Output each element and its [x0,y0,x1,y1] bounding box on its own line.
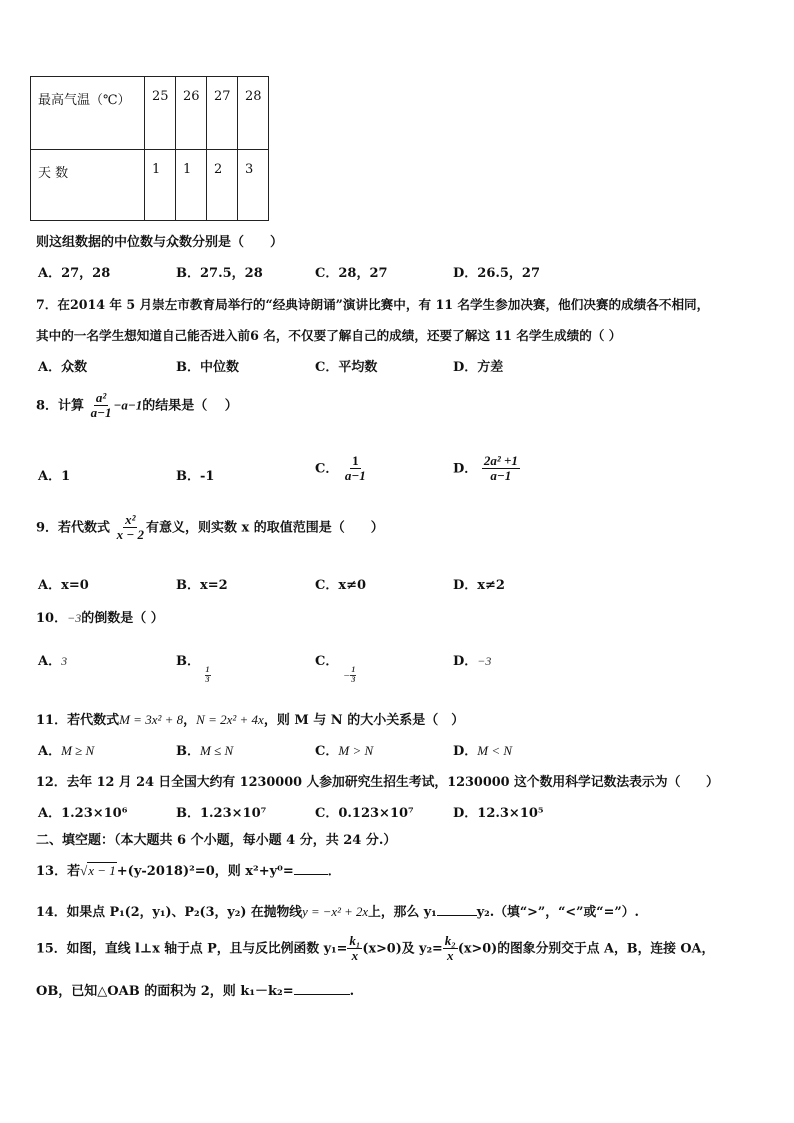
question-15-suffix: (x>0)的图象分别交于点 A，B，连接 OA， [457,941,715,957]
question-8-prefix: 8．计算 [36,398,85,414]
question-7-option-b: B．中位数 [176,360,239,375]
question-12-option-b: B．1.23×10⁷ [176,806,267,821]
question-13-suffix: ． [327,864,341,879]
question-15-line-2-suffix: . [349,984,355,999]
question-10-option-d [453,650,491,669]
section-2-heading: 二、填空题：（本大题共 6 个小题，每小题 4 分，共 24 分.） [36,833,397,848]
table-cell: 25 [145,77,176,150]
question-8-option-d [453,454,520,484]
table-cell: 1 [145,150,176,221]
fraction-denominator: a−1 [490,468,512,484]
option-label: A． [38,654,62,669]
fraction-numerator: k₁ [349,933,361,948]
minus-sign: − [342,670,351,682]
question-12-option-d: D．12.3×10⁵ [453,806,544,821]
temperature-table [30,76,269,221]
question-7-line-1: 7．在2014 年 5 月崇左市教育局举行的“经典诗朗诵”演讲比赛中，有 11 名学生参加决赛，他们决赛的成绩各不相同， [36,297,710,312]
question-9-suffix: 有意义，则实数 x 的取值范围是（ ） [145,520,384,536]
parabola-expression: y = −x² + 2x [302,905,369,919]
fraction-numerator: x² [125,512,136,527]
table-cell: 27 [207,77,238,150]
fraction-denominator: x − 2 [116,527,144,543]
option-b-fraction [205,666,211,685]
option-label: C． [315,461,339,477]
question-12-option-c: C．0.123×10⁷ [315,806,414,821]
question-11-option-a [38,740,94,759]
option-value: M > N [338,743,374,758]
question-15-line-1 [36,934,714,964]
question-7-option-d: D．方差 [453,360,504,375]
fraction-numerator: 1 [351,665,356,675]
question-11-option-d [453,740,512,759]
table-row [31,77,269,150]
table-header-days: 天 数 [31,150,145,221]
question-11-suffix: ，则 M 与 N 的大小关系是（ ） [263,713,465,728]
k2-fraction [443,934,458,964]
fraction-denominator: x [447,948,454,964]
sqrt-expression: √x − 1 [80,863,116,878]
option-label: D． [453,744,478,759]
question-8-suffix: 的结果是（ ） [142,398,238,414]
option-value: M ≥ N [61,743,95,758]
fraction-numerator: 2a² +1 [483,453,518,468]
option-c-expression [342,665,356,684]
question-11-n-expression: N = 2x² + 4x [196,712,264,727]
question-15-prefix: 15．如图，直线 l⊥x 轴于点 P，且与反比例函数 y₁= [36,941,348,957]
question-9-option-b: B．x=2 [176,578,228,593]
fraction-numerator: 1 [205,665,210,675]
question-6-option-a: A．27，28 [38,266,111,281]
question-8-fraction [89,391,114,421]
question-11-stem [36,709,464,728]
option-label: B． [176,744,200,759]
table-header-temperature: 最高气温（℃） [31,77,145,150]
table-cell: 1 [176,150,207,221]
sqrt-radicand: x − 1 [88,863,116,878]
fraction-numerator: a² [95,390,107,405]
question-10-option-b [176,650,211,684]
question-8-option-b: B．-1 [176,469,215,484]
answer-blank [294,874,328,875]
table-cell: 28 [238,77,269,150]
question-8-tail: −a−1 [113,397,143,413]
question-10-suffix: 的倒数是（ ） [81,611,164,626]
question-6-option-c: C．28，27 [315,266,388,281]
question-13-prefix: 13．若 [36,864,81,879]
question-14-suffix: y₂.（填“>”，“<”或“=”）. [476,905,640,920]
option-value: −3 [477,654,492,668]
option-c-fraction [350,666,356,685]
option-d-fraction [482,454,520,484]
question-9-option-d: D．x≠2 [453,578,505,593]
question-9-prefix: 9．若代数式 [36,520,111,536]
fraction-numerator: k₂ [444,933,456,948]
table-cell: 3 [238,150,269,221]
option-label: B． [176,654,200,669]
question-11-prefix: 11．若代数式 [36,713,120,728]
question-13-stem [36,860,341,879]
question-11-m-expression: M = 3x² + 8 [119,712,184,727]
question-12-stem: 12．去年 12 月 24 日全国大约有 1230000 人参加研究生招生考试，1230000 这个数用科学记数法表示为（ ） [36,775,719,790]
option-label: C． [315,744,339,759]
question-14-middle: 上，那么 y₁ [368,905,437,920]
question-11-option-b [176,740,233,759]
option-label: A． [38,744,62,759]
option-value: M ≤ N [200,743,234,758]
question-9-fraction [115,513,146,543]
question-8-option-a: A．1 [38,469,71,484]
question-14-stem [36,901,639,920]
option-label: D． [453,461,478,477]
question-7-option-a: A．众数 [38,360,88,375]
question-9-option-c: C．x≠0 [315,578,367,593]
question-10-stem [36,607,164,626]
fraction-denominator: a−1 [90,405,112,421]
table-row [31,150,269,221]
question-8-stem [36,391,238,421]
question-11-option-c [315,740,373,759]
question-10-prefix: 10． [36,611,68,626]
answer-blank [437,915,477,916]
option-value: 3 [61,654,68,668]
question-7-option-c: C．平均数 [315,360,378,375]
fraction-denominator: x [351,948,359,964]
question-10-expression: −3 [67,611,82,625]
answer-blank [294,994,350,995]
option-c-fraction [343,454,368,484]
question-6-stem: 则这组数据的中位数与众数分别是（ ） [36,235,284,250]
option-label: D． [453,654,478,669]
fraction-numerator: 1 [352,453,359,468]
question-15-line-2-prefix: OB，已知△OAB 的面积为 2，则 k₁－k₂= [36,984,294,999]
fraction-denominator: 3 [351,675,356,684]
question-10-option-c [315,650,356,684]
question-6-option-d: D．26.5，27 [453,266,541,281]
question-14-prefix: 14．如果点 P₁(2，y₁)、P₂(3，y₂) 在抛物线 [36,905,303,920]
question-9-option-a: A．x=0 [38,578,89,593]
fraction-denominator: a−1 [344,468,366,484]
question-15-line-2 [36,980,354,999]
option-label: C． [315,654,339,669]
option-value: M < N [477,743,513,758]
question-11-separator: ， [183,713,197,728]
question-6-option-b: B．27.5，28 [176,266,263,281]
question-12-option-a: A．1.23×10⁶ [38,806,128,821]
table-cell: 2 [207,150,238,221]
table-cell: 26 [176,77,207,150]
question-8-option-c [315,454,368,484]
question-10-option-a [38,650,67,669]
question-9-stem [36,513,384,543]
question-15-middle: (x>0)及 y₂= [362,941,443,957]
question-7-line-2: 其中的一名学生想知道自己能否进入前6 名，不仅要了解自己的成绩，还要了解这 11 名学生成绩的（ ） [36,328,622,343]
question-13-middle: +(y-2018)²=0，则 x²+y⁰= [116,864,294,879]
k1-fraction [347,934,362,964]
fraction-denominator: 3 [205,675,210,684]
